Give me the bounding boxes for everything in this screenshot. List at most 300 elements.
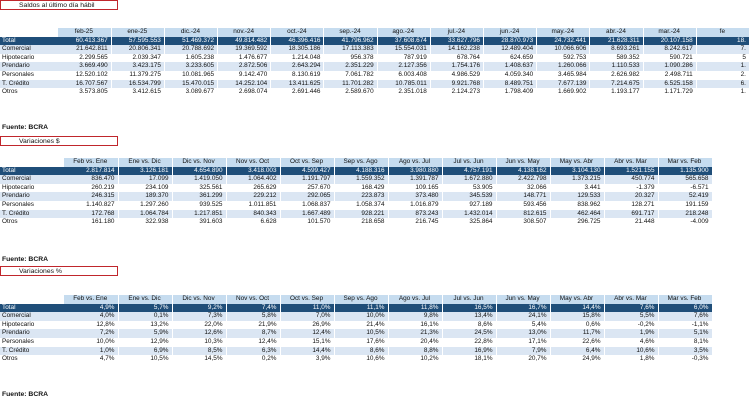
column-header: Sep vs. Ago bbox=[334, 158, 388, 167]
table-cell: 109.165 bbox=[388, 184, 442, 193]
table-cell: 7,6% bbox=[658, 312, 712, 321]
table-cell: 1.090.286 bbox=[643, 62, 696, 71]
table-cell: 1.297.260 bbox=[118, 201, 172, 210]
table-cell: 308.507 bbox=[496, 218, 550, 227]
table-cell: 246.315 bbox=[64, 192, 118, 201]
column-header: Feb vs. Ene bbox=[64, 295, 118, 304]
variations-amount-table bbox=[0, 158, 713, 227]
table-cell: 1.391.787 bbox=[388, 175, 442, 184]
table-cell: 3.573.805 bbox=[58, 88, 111, 97]
column-header: Jun vs. May bbox=[496, 295, 550, 304]
table-cell: 5,7% bbox=[118, 304, 172, 313]
column-header: mar.-24 bbox=[643, 28, 696, 37]
table-cell: 11,1% bbox=[334, 304, 388, 313]
table-cell: 3.104.130 bbox=[550, 167, 604, 176]
table-cell: 2.626.982 bbox=[590, 71, 643, 80]
table-cell: 7,0% bbox=[280, 312, 334, 321]
table-cell: 11,7% bbox=[550, 329, 604, 338]
table-cell: 927.189 bbox=[442, 201, 496, 210]
table-cell: 2.422.798 bbox=[496, 175, 550, 184]
column-header: Jul vs. Jun bbox=[442, 158, 496, 167]
column-header: Oct vs. Sep bbox=[280, 158, 334, 167]
row-label: Comercial bbox=[0, 45, 58, 54]
table-cell: 191.159 bbox=[658, 201, 712, 210]
section3-title: Variaciones % bbox=[0, 266, 118, 276]
row-label: Hipotecario bbox=[0, 184, 64, 193]
table-row bbox=[0, 321, 712, 330]
table-cell: 6,9% bbox=[118, 347, 172, 356]
table-cell: 10.066.606 bbox=[537, 45, 590, 54]
table-cell: 292.065 bbox=[280, 192, 334, 201]
table-row bbox=[0, 37, 749, 46]
table-cell: 565.658 bbox=[658, 175, 712, 184]
column-header: sep.-24 bbox=[324, 28, 377, 37]
row-label: Hipotecario bbox=[0, 54, 58, 63]
table-cell: 20,4% bbox=[388, 338, 442, 347]
table-cell: 2.351.018 bbox=[377, 88, 430, 97]
table-row bbox=[0, 201, 712, 210]
table-cell: 3,9% bbox=[280, 355, 334, 364]
table-cell: 836.470 bbox=[64, 175, 118, 184]
table-cell: 2.589.670 bbox=[324, 88, 377, 97]
table-cell: 12,8% bbox=[64, 321, 118, 330]
column-header: ago.-24 bbox=[377, 28, 430, 37]
table-cell: 391.603 bbox=[172, 218, 226, 227]
table-cell: 840.343 bbox=[226, 210, 280, 219]
table-cell: 7. bbox=[696, 45, 749, 54]
table-cell: 956.378 bbox=[324, 54, 377, 63]
table-cell: 9.921.768 bbox=[430, 80, 483, 89]
section1-source: Fuente: BCRA bbox=[2, 124, 49, 131]
table-cell: 6,4% bbox=[550, 347, 604, 356]
row-label: Otros bbox=[0, 355, 64, 364]
table-row bbox=[0, 80, 749, 89]
table-cell: 17.113.383 bbox=[324, 45, 377, 54]
column-header: jul.-24 bbox=[430, 28, 483, 37]
table-cell: -1,1% bbox=[658, 321, 712, 330]
table-cell: 325.561 bbox=[172, 184, 226, 193]
table-cell: 462.464 bbox=[550, 210, 604, 219]
table-cell: 4,0% bbox=[64, 312, 118, 321]
table-row bbox=[0, 355, 712, 364]
column-header: Dic vs. Nov bbox=[172, 158, 226, 167]
table-cell: 14,4% bbox=[550, 304, 604, 313]
table-cell: 4.986.529 bbox=[430, 71, 483, 80]
table-cell: 1.521.155 bbox=[604, 167, 658, 176]
table-cell: 10.081.965 bbox=[164, 71, 217, 80]
table-cell: 678.764 bbox=[430, 54, 483, 63]
table-cell: 10,5% bbox=[118, 355, 172, 364]
table-cell: 20,7% bbox=[496, 355, 550, 364]
table-cell: 21.628.311 bbox=[590, 37, 643, 46]
table-cell: 2.872.506 bbox=[218, 62, 271, 71]
table-cell: 5,9% bbox=[118, 329, 172, 338]
table-row bbox=[0, 192, 712, 201]
table-cell: 0,6% bbox=[550, 321, 604, 330]
table-cell: 7,3% bbox=[172, 312, 226, 321]
table-cell: 928.221 bbox=[334, 210, 388, 219]
table-row bbox=[0, 347, 712, 356]
table-cell: 11.701.282 bbox=[324, 80, 377, 89]
table-cell: 10,2% bbox=[388, 355, 442, 364]
table-cell: 939.525 bbox=[172, 201, 226, 210]
table-cell: 1,9% bbox=[604, 329, 658, 338]
table-cell: 189.370 bbox=[118, 192, 172, 201]
section2-title: Variaciones $ bbox=[0, 136, 118, 146]
table-cell: 12.489.404 bbox=[484, 45, 537, 54]
table-cell: 592.753 bbox=[537, 54, 590, 63]
table-cell: 10,6% bbox=[604, 347, 658, 356]
table-cell: 22,6% bbox=[550, 338, 604, 347]
table-cell: 57.595.553 bbox=[111, 37, 164, 46]
table-cell: 1. bbox=[696, 62, 749, 71]
table-cell: 2.691.446 bbox=[271, 88, 324, 97]
table-cell: 15,8% bbox=[550, 312, 604, 321]
column-header: Feb vs. Ene bbox=[64, 158, 118, 167]
row-label: Total bbox=[0, 37, 58, 46]
table-cell: 8.693.261 bbox=[590, 45, 643, 54]
table-cell: 265.629 bbox=[226, 184, 280, 193]
row-label: Personales bbox=[0, 338, 64, 347]
table-cell: 0,1% bbox=[118, 312, 172, 321]
table-cell: 5 bbox=[696, 54, 749, 63]
table-cell: 1.068.837 bbox=[280, 201, 334, 210]
table-cell: 8,7% bbox=[226, 329, 280, 338]
table-cell: 24,1% bbox=[496, 312, 550, 321]
table-cell: 873.243 bbox=[388, 210, 442, 219]
table-cell: 161.180 bbox=[64, 218, 118, 227]
table-row bbox=[0, 312, 712, 321]
table-cell: 1,0% bbox=[64, 347, 118, 356]
table-cell: 1.064.784 bbox=[118, 210, 172, 219]
column-header: Ago vs. Jul bbox=[388, 295, 442, 304]
table-cell: 4.654.890 bbox=[172, 167, 226, 176]
column-header: Nov vs. Oct bbox=[226, 158, 280, 167]
table-cell: 28.870.973 bbox=[484, 37, 537, 46]
table-cell: 18. bbox=[696, 37, 749, 46]
table-cell: 4.757.191 bbox=[442, 167, 496, 176]
table-row bbox=[0, 175, 712, 184]
table-cell: 624.659 bbox=[484, 54, 537, 63]
table-cell: 8.242.617 bbox=[643, 45, 696, 54]
column-header: Ene vs. Dic bbox=[118, 158, 172, 167]
table-cell: 1.260.066 bbox=[537, 62, 590, 71]
table-cell: 10,3% bbox=[172, 338, 226, 347]
table-cell: 1. bbox=[696, 88, 749, 97]
column-header: Ene vs. Dic bbox=[118, 295, 172, 304]
table-cell: 3.126.181 bbox=[118, 167, 172, 176]
table-cell: 6,3% bbox=[226, 347, 280, 356]
table-cell: 9.142.470 bbox=[218, 71, 271, 80]
column-header: fe bbox=[696, 28, 749, 37]
table-cell: 8,6% bbox=[334, 347, 388, 356]
table-cell: 15,1% bbox=[280, 338, 334, 347]
row-label: Otros bbox=[0, 88, 58, 97]
table-cell: 129.533 bbox=[550, 192, 604, 201]
table-cell: 16.707.567 bbox=[58, 80, 111, 89]
table-cell: 7,6% bbox=[604, 304, 658, 313]
table-cell: 8,1% bbox=[658, 338, 712, 347]
header-row bbox=[0, 158, 712, 167]
table-cell: 41.796.962 bbox=[324, 37, 377, 46]
table-cell: 450.774 bbox=[604, 175, 658, 184]
table-cell: 4,9% bbox=[64, 304, 118, 313]
table-cell: 3.233.605 bbox=[164, 62, 217, 71]
table-cell: 1.667.489 bbox=[280, 210, 334, 219]
table-cell: 17,6% bbox=[334, 338, 388, 347]
table-cell: 2.124.273 bbox=[430, 88, 483, 97]
table-row bbox=[0, 218, 712, 227]
table-cell: 3.669.490 bbox=[58, 62, 111, 71]
table-cell: 325.864 bbox=[442, 218, 496, 227]
table-cell: 8.130.619 bbox=[271, 71, 324, 80]
column-header: Abr vs. Mar bbox=[604, 295, 658, 304]
table-cell: 8.489.751 bbox=[484, 80, 537, 89]
table-row bbox=[0, 54, 749, 63]
table-cell: 19.369.592 bbox=[218, 45, 271, 54]
table-cell: 1.669.902 bbox=[537, 88, 590, 97]
table-cell: 6.003.408 bbox=[377, 71, 430, 80]
row-label: Total bbox=[0, 304, 64, 313]
row-label: T. Crédito bbox=[0, 80, 58, 89]
section3-table bbox=[0, 295, 713, 364]
section1-table bbox=[0, 28, 750, 97]
table-cell: 1.135.900 bbox=[658, 167, 712, 176]
table-cell: 10,0% bbox=[64, 338, 118, 347]
table-cell: 1.064.402 bbox=[226, 175, 280, 184]
table-cell: 2.351.229 bbox=[324, 62, 377, 71]
table-cell: 257.670 bbox=[280, 184, 334, 193]
table-cell: 2.698.074 bbox=[218, 88, 271, 97]
table-cell: 812.615 bbox=[496, 210, 550, 219]
table-cell: 7,9% bbox=[496, 347, 550, 356]
table-cell: 593.456 bbox=[496, 201, 550, 210]
table-cell: 13,0% bbox=[496, 329, 550, 338]
table-cell: 2. bbox=[696, 71, 749, 80]
table-cell: 13,4% bbox=[442, 312, 496, 321]
column-header: may.-24 bbox=[537, 28, 590, 37]
table-cell: 16,9% bbox=[442, 347, 496, 356]
table-cell: 373.480 bbox=[388, 192, 442, 201]
table-cell: 3.980.880 bbox=[388, 167, 442, 176]
column-header: dic.-24 bbox=[164, 28, 217, 37]
table-cell: 5,4% bbox=[496, 321, 550, 330]
table-cell: 590.721 bbox=[643, 54, 696, 63]
table-cell: 1.011.851 bbox=[226, 201, 280, 210]
table-cell: 1.559.352 bbox=[334, 175, 388, 184]
table-cell: 1,8% bbox=[604, 355, 658, 364]
table-row bbox=[0, 71, 749, 80]
table-cell: 2.817.814 bbox=[64, 167, 118, 176]
table-cell: 223.873 bbox=[334, 192, 388, 201]
table-cell: 53.905 bbox=[442, 184, 496, 193]
table-cell: 1.754.176 bbox=[430, 62, 483, 71]
table-cell: 37.608.674 bbox=[377, 37, 430, 46]
table-cell: 2.039.347 bbox=[111, 54, 164, 63]
table-cell: 345.539 bbox=[442, 192, 496, 201]
table-cell: 24,9% bbox=[550, 355, 604, 364]
table-row bbox=[0, 338, 712, 347]
table-cell: 6,0% bbox=[658, 304, 712, 313]
row-label: Personales bbox=[0, 71, 58, 80]
table-cell: 1.016.879 bbox=[388, 201, 442, 210]
table-cell: 32.066 bbox=[496, 184, 550, 193]
table-row bbox=[0, 45, 749, 54]
table-cell: 6. bbox=[696, 80, 749, 89]
table-row bbox=[0, 210, 712, 219]
table-cell: 2.299.565 bbox=[58, 54, 111, 63]
table-cell: 14.252.104 bbox=[218, 80, 271, 89]
table-cell: 0,2% bbox=[226, 355, 280, 364]
table-cell: 10,6% bbox=[334, 355, 388, 364]
table-cell: 1.672.880 bbox=[442, 175, 496, 184]
table-cell: 5,5% bbox=[604, 312, 658, 321]
table-cell: 16.534.799 bbox=[111, 80, 164, 89]
table-cell: 260.219 bbox=[64, 184, 118, 193]
column-header: Mar vs. Feb bbox=[658, 295, 712, 304]
table-cell: 13.411.625 bbox=[271, 80, 324, 89]
table-cell: 11,0% bbox=[280, 304, 334, 313]
table-cell: 1.110.533 bbox=[590, 62, 643, 71]
table-cell: 8,5% bbox=[172, 347, 226, 356]
table-cell: 21,4% bbox=[334, 321, 388, 330]
table-cell: 4.138.162 bbox=[496, 167, 550, 176]
table-cell: 14,5% bbox=[172, 355, 226, 364]
table-cell: 16,5% bbox=[442, 304, 496, 313]
table-cell: 168.429 bbox=[334, 184, 388, 193]
column-header: ene-25 bbox=[111, 28, 164, 37]
table-cell: 1.419.050 bbox=[172, 175, 226, 184]
table-cell: 22,8% bbox=[442, 338, 496, 347]
table-cell: 18,1% bbox=[442, 355, 496, 364]
table-cell: 24,5% bbox=[442, 329, 496, 338]
table-cell: 16,7% bbox=[496, 304, 550, 313]
column-header: Jul vs. Jun bbox=[442, 295, 496, 304]
table-row bbox=[0, 304, 712, 313]
section2-table bbox=[0, 158, 713, 227]
column-header: Nov vs. Oct bbox=[226, 295, 280, 304]
table-cell: 4.599.427 bbox=[280, 167, 334, 176]
table-cell: 20.788.692 bbox=[164, 45, 217, 54]
column-header: abr.-24 bbox=[590, 28, 643, 37]
column-header: May vs. Abr bbox=[550, 295, 604, 304]
table-cell: 218.658 bbox=[334, 218, 388, 227]
column-header: nov.-24 bbox=[218, 28, 271, 37]
table-cell: -4.009 bbox=[658, 218, 712, 227]
table-cell: 218.248 bbox=[658, 210, 712, 219]
table-cell: 20.806.341 bbox=[111, 45, 164, 54]
table-cell: 1.171.729 bbox=[643, 88, 696, 97]
table-cell: 10,5% bbox=[334, 329, 388, 338]
column-header: oct.-24 bbox=[271, 28, 324, 37]
table-cell: 21,9% bbox=[226, 321, 280, 330]
table-cell: -1.379 bbox=[604, 184, 658, 193]
table-cell: 60.413.367 bbox=[58, 37, 111, 46]
table-cell: 20.327 bbox=[604, 192, 658, 201]
column-header: May vs. Abr bbox=[550, 158, 604, 167]
table-row bbox=[0, 184, 712, 193]
column-header: Ago vs. Jul bbox=[388, 158, 442, 167]
table-cell: 296.725 bbox=[550, 218, 604, 227]
row-label: Hipotecario bbox=[0, 321, 64, 330]
table-cell: 15.554.031 bbox=[377, 45, 430, 54]
table-cell: 52.419 bbox=[658, 192, 712, 201]
section1-title: Saldos al último día hábil bbox=[0, 0, 118, 10]
row-label: Comercial bbox=[0, 175, 64, 184]
table-cell: 12.520.102 bbox=[58, 71, 111, 80]
table-cell: 9,8% bbox=[388, 312, 442, 321]
table-cell: 3.089.677 bbox=[164, 88, 217, 97]
table-row bbox=[0, 329, 712, 338]
table-cell: -6.571 bbox=[658, 184, 712, 193]
table-row bbox=[0, 62, 749, 71]
table-cell: 322.938 bbox=[118, 218, 172, 227]
table-cell: 361.299 bbox=[172, 192, 226, 201]
column-header: jun.-24 bbox=[484, 28, 537, 37]
section2-source: Fuente: BCRA bbox=[2, 256, 49, 263]
table-cell: 12,9% bbox=[118, 338, 172, 347]
table-cell: 7.061.782 bbox=[324, 71, 377, 80]
table-cell: 216.745 bbox=[388, 218, 442, 227]
table-cell: 3.423.175 bbox=[111, 62, 164, 71]
table-cell: 1.476.677 bbox=[218, 54, 271, 63]
table-cell: -0,3% bbox=[658, 355, 712, 364]
table-cell: 10,0% bbox=[334, 312, 388, 321]
table-cell: 17.099 bbox=[118, 175, 172, 184]
table-cell: 3.465.984 bbox=[537, 71, 590, 80]
row-label: Total bbox=[0, 167, 64, 176]
table-cell: 26,9% bbox=[280, 321, 334, 330]
column-header: Oct vs. Sep bbox=[280, 295, 334, 304]
row-label: Otros bbox=[0, 218, 64, 227]
table-cell: 21,3% bbox=[388, 329, 442, 338]
row-label: Personales bbox=[0, 201, 64, 210]
table-cell: 11,8% bbox=[388, 304, 442, 313]
table-cell: 16,1% bbox=[388, 321, 442, 330]
table-cell: 14,4% bbox=[280, 347, 334, 356]
table-cell: 838.962 bbox=[550, 201, 604, 210]
table-cell: 4.188.316 bbox=[334, 167, 388, 176]
table-cell: 21.642.811 bbox=[58, 45, 111, 54]
table-cell: 13,2% bbox=[118, 321, 172, 330]
table-cell: 20.107.158 bbox=[643, 37, 696, 46]
table-cell: 2.643.294 bbox=[271, 62, 324, 71]
table-cell: 21.448 bbox=[604, 218, 658, 227]
table-cell: 33.627.796 bbox=[430, 37, 483, 46]
table-cell: 1.193.177 bbox=[590, 88, 643, 97]
table-cell: 12,4% bbox=[280, 329, 334, 338]
table-cell: 589.352 bbox=[590, 54, 643, 63]
table-cell: 11.379.275 bbox=[111, 71, 164, 80]
table-cell: 6.525.158 bbox=[643, 80, 696, 89]
table-cell: 1.798.409 bbox=[484, 88, 537, 97]
table-cell: 148.771 bbox=[496, 192, 550, 201]
table-row bbox=[0, 167, 712, 176]
header-row bbox=[0, 295, 712, 304]
header-corner bbox=[0, 158, 64, 167]
table-cell: 3,5% bbox=[658, 347, 712, 356]
column-header: Mar vs. Feb bbox=[658, 158, 712, 167]
table-cell: 1.408.637 bbox=[484, 62, 537, 71]
table-cell: 1.373.215 bbox=[550, 175, 604, 184]
table-cell: 17,1% bbox=[496, 338, 550, 347]
table-cell: 2.127.356 bbox=[377, 62, 430, 71]
table-cell: 14.162.238 bbox=[430, 45, 483, 54]
table-cell: 12,6% bbox=[172, 329, 226, 338]
table-cell: 6.628 bbox=[226, 218, 280, 227]
table-cell: 7,4% bbox=[226, 304, 280, 313]
row-label: T. Crédito bbox=[0, 210, 64, 219]
